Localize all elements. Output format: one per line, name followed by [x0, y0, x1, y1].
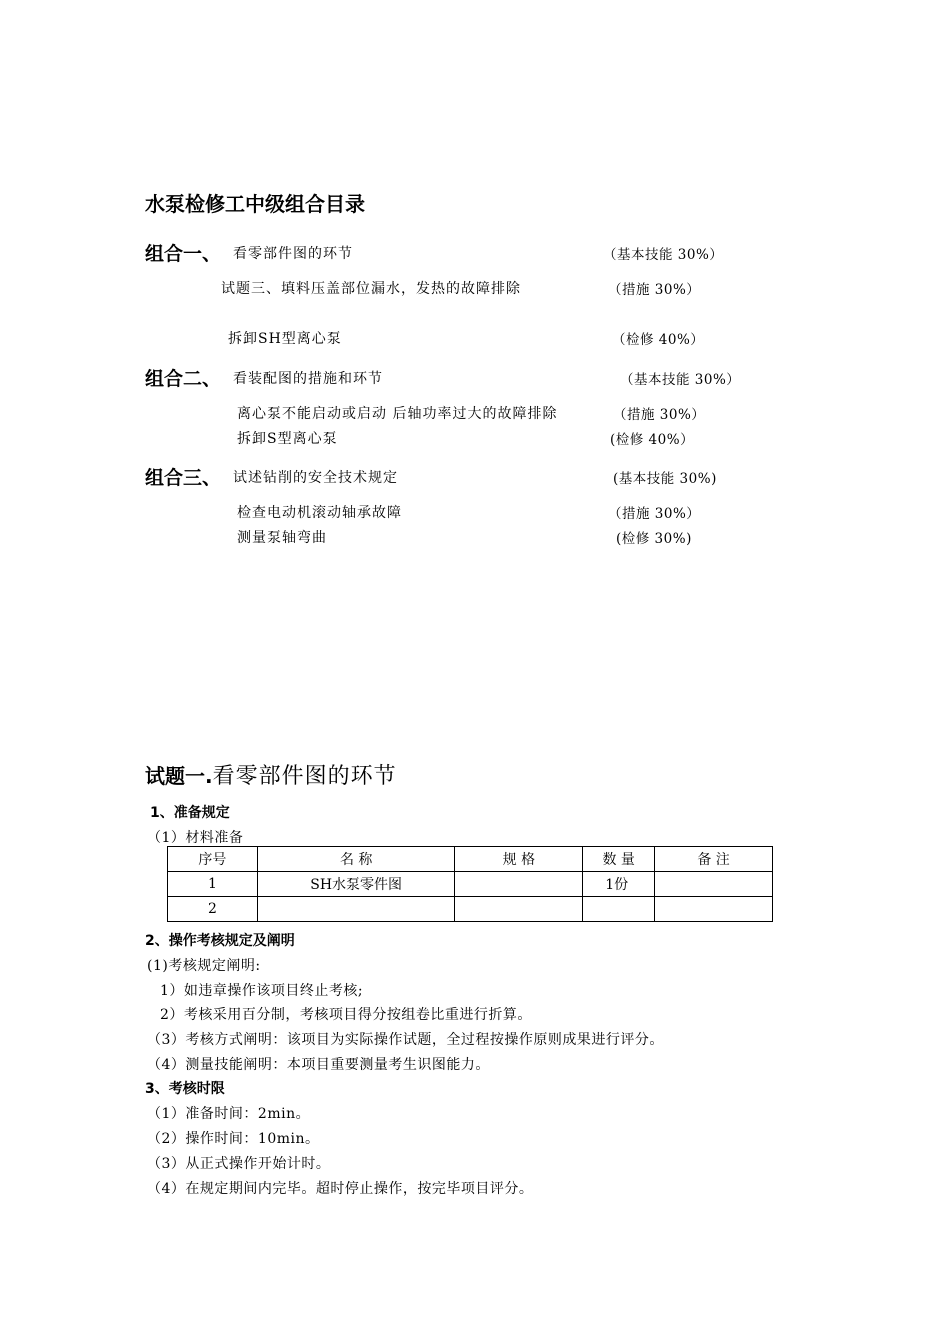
group-3-item-1-score: (基本技能 30%) [613, 471, 717, 487]
section-2-line: （3）考核方式阐明：该项目为实际操作试题，全过程按操作原则成果进行评分。 [147, 1032, 664, 1048]
group-2-head: 组合二、 [145, 368, 222, 390]
group-3-head: 组合三、 [145, 467, 222, 489]
table-cell [257, 897, 455, 922]
section-2-heading: 2、操作考核规定及阐明 [145, 933, 295, 949]
question-title-main: 看零部件图的环节 [212, 764, 397, 789]
question-title [145, 759, 397, 790]
section-2-line: 2）考核采用百分制，考核项目得分按组卷比重进行折算。 [160, 1007, 532, 1023]
group-2-item-2-score: （措施 30%） [613, 407, 706, 423]
group-1-item-1-score: （基本技能 30%） [603, 247, 724, 263]
table-row [168, 872, 773, 897]
group-1-item-2: 试题三、填料压盖部位漏水，发热的故障排除 [221, 281, 521, 297]
section-2-line: 1）如违章操作该项目终止考核; [160, 983, 364, 999]
section-3-heading: 3、考核时限 [145, 1081, 225, 1097]
group-1-item-1: 看零部件图的环节 [233, 246, 353, 262]
table-cell: 1 [168, 872, 258, 897]
table-cell [455, 872, 583, 897]
table-header-cell: 规 格 [455, 847, 583, 872]
table-row [168, 897, 773, 922]
group-1-item-3: 拆卸SH型离心泵 [228, 331, 342, 347]
group-2-item-3-score: (检修 40%） [610, 432, 695, 448]
group-1-head: 组合一、 [145, 243, 222, 265]
table-header-cell: 数 量 [583, 847, 655, 872]
table-cell: 2 [168, 897, 258, 922]
table-cell [583, 897, 655, 922]
section-3-line: （4）在规定期间内完毕。超时停止操作，按完毕项目评分。 [147, 1181, 534, 1197]
section-2-line: (1)考核规定阐明: [147, 958, 261, 974]
group-2-item-1: 看装配图的措施和环节 [233, 371, 383, 387]
group-3-item-3: 测量泵轴弯曲 [237, 530, 327, 546]
section-1-heading: 1、准备规定 [150, 805, 230, 821]
catalog-title: 水泵检修工中级组合目录 [145, 192, 365, 216]
section-3-line: （2）操作时间：10min。 [147, 1131, 320, 1147]
question-title-prefix: 试题一. [145, 764, 213, 788]
table-header-row [168, 847, 773, 872]
section-3-line: （3）从正式操作开始计时。 [147, 1156, 331, 1172]
table-header-cell: 名 称 [257, 847, 455, 872]
materials-table [167, 846, 773, 922]
table-cell: SH水泵零件图 [257, 872, 455, 897]
group-3-item-2-score: （措施 30%） [608, 506, 701, 522]
table-header-cell: 备 注 [655, 847, 773, 872]
group-3-item-3-score: (检修 30%) [616, 531, 692, 547]
group-3-item-1: 试述钻削的安全技术规定 [233, 470, 398, 486]
table-cell [455, 897, 583, 922]
section-2-line: （4）测量技能阐明：本项目重要测量考生识图能力。 [147, 1057, 490, 1073]
table-cell [655, 897, 773, 922]
group-2-item-2: 离心泵不能启动或启动 后轴功率过大的故障排除 [237, 406, 558, 422]
group-3-item-2: 检查电动机滚动轴承故障 [237, 505, 402, 521]
group-2-item-3: 拆卸S型离心泵 [237, 431, 338, 447]
group-1-item-3-score: （检修 40%） [612, 332, 705, 348]
table-cell [655, 872, 773, 897]
section-1-sub: （1）材料准备 [147, 830, 244, 846]
group-2-item-1-score: （基本技能 30%） [620, 372, 741, 388]
section-3-line: （1）准备时间：2min。 [147, 1106, 311, 1122]
group-1-item-2-score: （措施 30%） [608, 282, 701, 298]
table-header-cell: 序号 [168, 847, 258, 872]
table-cell: 1份 [583, 872, 655, 897]
